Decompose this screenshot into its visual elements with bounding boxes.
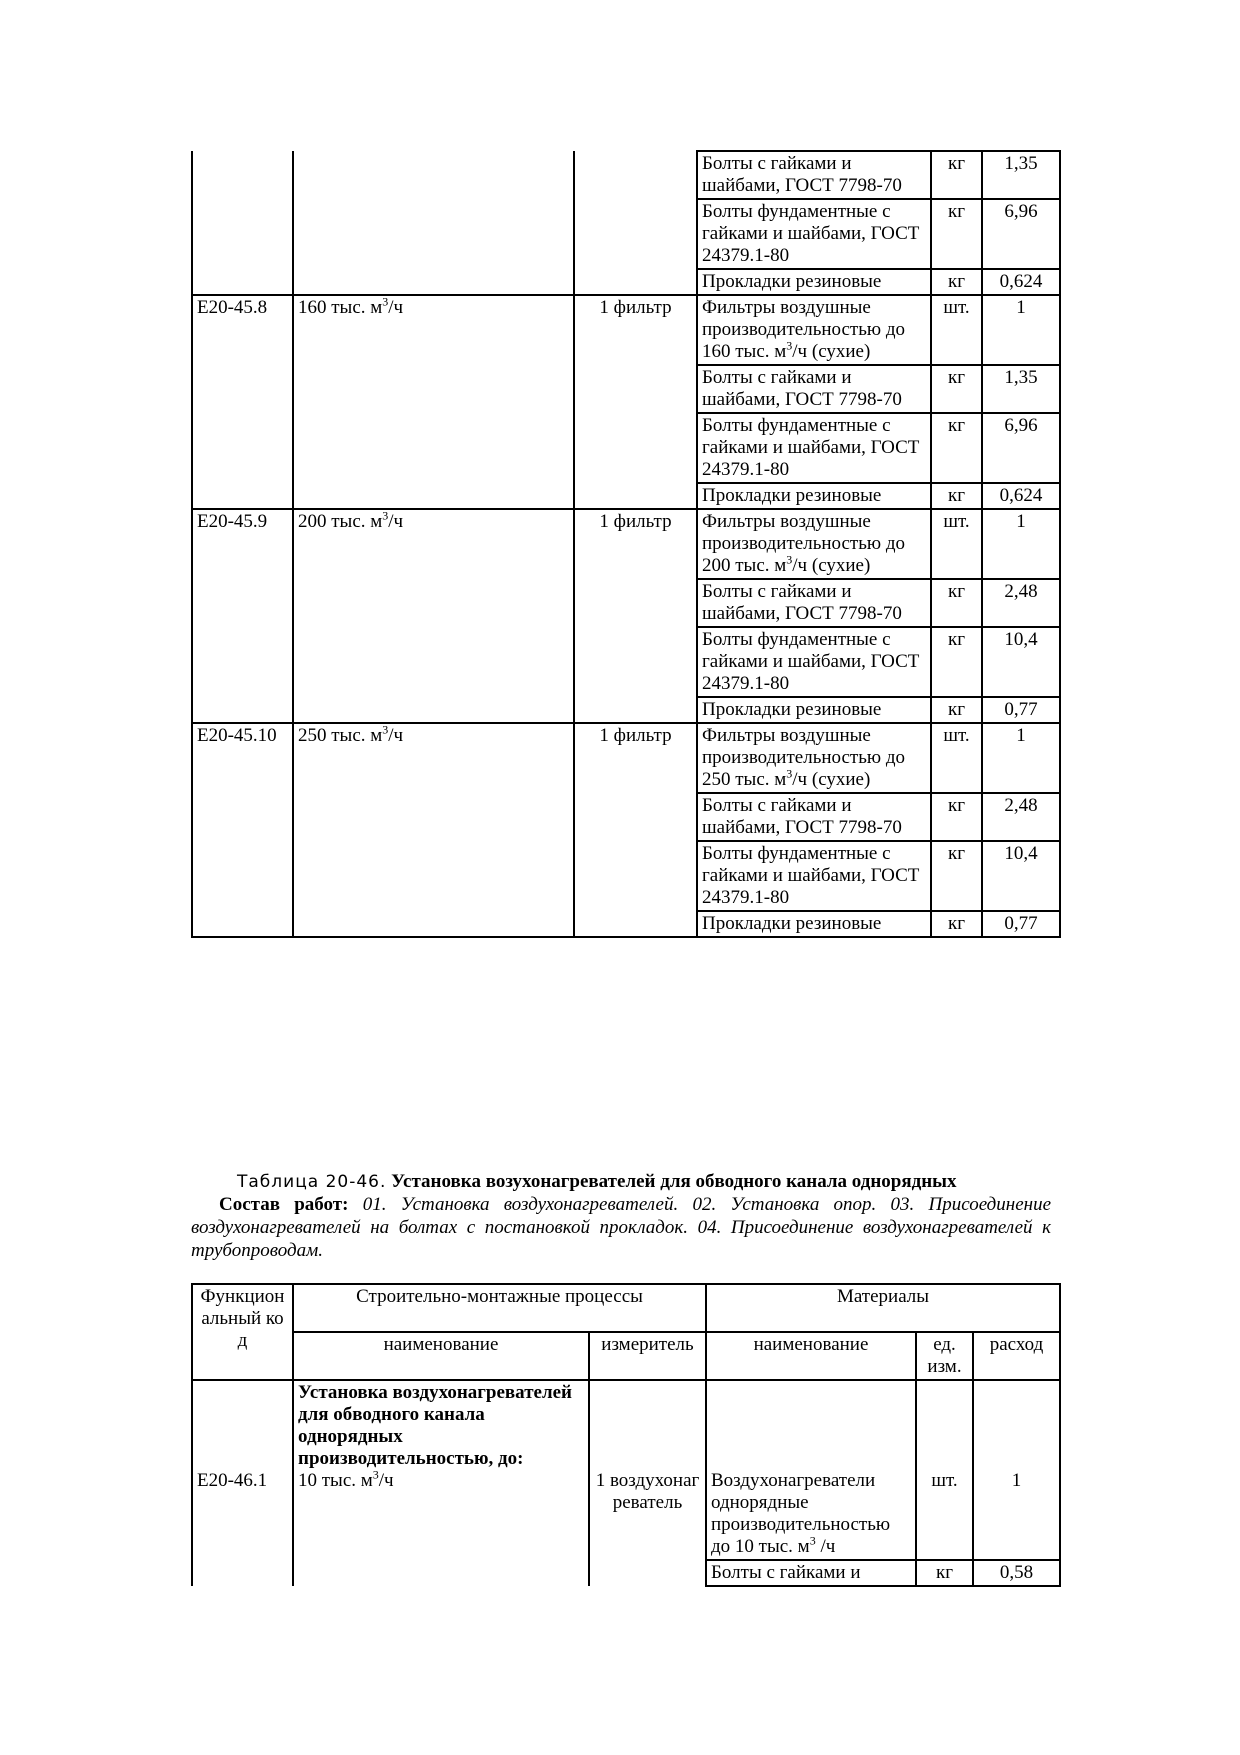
material-cell: Прокладки резиновые — [697, 483, 931, 509]
material-cell: Болты фундаментные с гайками и шайбами, ГОСТ 24379.1-80 — [697, 199, 931, 269]
material-cell: Болты с гайками и — [706, 1560, 916, 1586]
measure-cell — [574, 151, 697, 295]
process-heading: Установка воздухонагревателей для обводного канала однорядных производительностью, до: — [298, 1382, 572, 1469]
unit-cell: кг — [931, 579, 982, 627]
material-cell: Прокладки резиновые — [697, 269, 931, 295]
rate-cell: 1 — [982, 295, 1060, 365]
material-tail: /ч (сухие) — [792, 555, 871, 576]
material-cell: Болты с гайками и шайбами, ГОСТ 7798-70 — [697, 579, 931, 627]
unit-cell: шт. — [931, 295, 982, 365]
rate-cell: 0,77 — [982, 697, 1060, 723]
measure-cell: 1 фильтр — [574, 723, 697, 937]
unit-cell: кг — [931, 483, 982, 509]
superscript: 3 — [382, 508, 389, 523]
rate-cell — [973, 1380, 1060, 1560]
material-cell: Прокладки резиновые — [697, 697, 931, 723]
header-rate: расход — [973, 1332, 1060, 1380]
table-number: Таблица 20-46. — [237, 1172, 387, 1192]
header-name: наименование — [293, 1332, 589, 1380]
materials-table-20-46 — [191, 1283, 1061, 1587]
superscript: 3 — [786, 338, 793, 353]
rate-text: 1 — [1011, 1470, 1022, 1491]
table-title: Установка возухонагревателей для обводного канала однорядных — [391, 1171, 957, 1192]
unit-cell: кг — [931, 199, 982, 269]
rate-cell: 0,624 — [982, 269, 1060, 295]
header-measure: измеритель — [589, 1332, 706, 1380]
unit-cell: шт. — [931, 723, 982, 793]
material-cell: Болты фундаментные с гайками и шайбами, ГОСТ 24379.1-80 — [697, 413, 931, 483]
material-cell — [697, 509, 931, 579]
rate-cell: 1,35 — [982, 365, 1060, 413]
process-tail: /ч — [388, 725, 404, 746]
material-cell: Болты с гайками и шайбами, ГОСТ 7798-70 — [697, 793, 931, 841]
header-material-name: наименование — [706, 1332, 916, 1380]
code-cell: Е20-45.9 — [192, 509, 293, 723]
unit-cell: кг — [931, 697, 982, 723]
superscript: 3 — [382, 722, 389, 737]
rate-cell: 2,48 — [982, 579, 1060, 627]
material-tail: /ч (сухие) — [792, 341, 871, 362]
measure-cell: 1 фильтр — [574, 509, 697, 723]
work-composition-label: Состав работ: — [219, 1194, 349, 1215]
material-cell: Болты фундаментные с гайками и шайбами, ГОСТ 24379.1-80 — [697, 627, 931, 697]
material-text: Фильтры воздушные производительностью до 250 тыс. м — [702, 725, 906, 790]
material-cell: Болты с гайками и шайбами, ГОСТ 7798-70 — [697, 365, 931, 413]
rate-cell: 10,4 — [982, 627, 1060, 697]
superscript: 3 — [786, 552, 793, 567]
code-cell: Е20-45.8 — [192, 295, 293, 509]
material-cell — [697, 723, 931, 793]
rate-cell: 1,35 — [982, 151, 1060, 199]
material-text: Воздухонагреватели однорядные производительностью до 10 тыс. м — [711, 1470, 891, 1557]
process-cell — [293, 1380, 589, 1586]
material-cell: Болты фундаментные с гайками и шайбами, ГОСТ 24379.1-80 — [697, 841, 931, 911]
unit-cell: кг — [931, 365, 982, 413]
code-text: Е20-46.1 — [197, 1470, 268, 1491]
process-tail: /ч — [388, 297, 404, 318]
rate-cell: 6,96 — [982, 199, 1060, 269]
material-cell: Болты с гайками и шайбами, ГОСТ 7798-70 — [697, 151, 931, 199]
unit-cell: кг — [931, 269, 982, 295]
rate-cell: 1 — [982, 723, 1060, 793]
superscript: 3 — [786, 766, 793, 781]
unit-text: шт. — [931, 1470, 958, 1491]
material-text: Фильтры воздушные производительностью до 200 тыс. м — [702, 511, 906, 576]
measure-cell: 1 фильтр — [574, 295, 697, 509]
superscript: 3 — [809, 1533, 816, 1548]
material-text: Фильтры воздушные производительностью до 160 тыс. м — [702, 297, 906, 362]
process-tail: /ч — [378, 1470, 394, 1491]
material-tail: /ч — [815, 1536, 836, 1557]
table-row — [192, 295, 1060, 365]
rate-cell: 1 — [982, 509, 1060, 579]
unit-cell: кг — [931, 793, 982, 841]
process-cell — [293, 151, 574, 295]
table-caption — [191, 1170, 1051, 1194]
superscript: 3 — [372, 1467, 379, 1482]
material-cell — [697, 295, 931, 365]
material-cell: Прокладки резиновые — [697, 911, 931, 937]
table-row — [192, 1380, 1060, 1560]
unit-cell: кг — [931, 911, 982, 937]
code-cell — [192, 1380, 293, 1586]
rate-cell: 0,77 — [982, 911, 1060, 937]
material-tail: /ч (сухие) — [792, 769, 871, 790]
unit-cell — [916, 1380, 973, 1560]
header-code: Функциональный код — [192, 1284, 293, 1380]
table-row — [192, 151, 1060, 199]
header-materials: Материалы — [706, 1284, 1060, 1332]
unit-cell: кг — [931, 413, 982, 483]
table-row — [192, 723, 1060, 793]
process-cell — [293, 509, 574, 723]
measure-text: 1 воздухонагреватель — [595, 1470, 700, 1513]
process-text: 200 тыс. м — [298, 511, 383, 532]
rate-cell: 2,48 — [982, 793, 1060, 841]
measure-cell — [589, 1380, 706, 1586]
unit-cell: шт. — [931, 509, 982, 579]
rate-cell: 0,624 — [982, 483, 1060, 509]
rate-cell: 0,58 — [973, 1560, 1060, 1586]
header-processes: Строительно-монтажные процессы — [293, 1284, 706, 1332]
work-composition-text: 01. Установка воздухонагревателей. 02. Установка опор. 03. Присоединение воздухонагревателей на болтах с постановкой прокладок. 04. Присоединение воздухонагревателей к трубопроводам. — [191, 1194, 1051, 1261]
process-text: 160 тыс. м — [298, 297, 383, 318]
process-text: 10 тыс. м — [298, 1470, 373, 1491]
code-cell: Е20-45.10 — [192, 723, 293, 937]
unit-cell: кг — [931, 627, 982, 697]
unit-cell: кг — [916, 1560, 973, 1586]
superscript: 3 — [382, 294, 389, 309]
table-row — [192, 509, 1060, 579]
process-tail: /ч — [388, 511, 404, 532]
process-cell — [293, 295, 574, 509]
materials-table-continued — [191, 150, 1061, 938]
code-cell — [192, 151, 293, 295]
unit-cell: кг — [931, 151, 982, 199]
rate-cell: 10,4 — [982, 841, 1060, 911]
work-composition — [191, 1193, 1051, 1262]
material-cell — [706, 1380, 916, 1560]
header-row — [192, 1284, 1060, 1332]
rate-cell: 6,96 — [982, 413, 1060, 483]
header-row — [192, 1332, 1060, 1380]
process-cell — [293, 723, 574, 937]
header-unit: ед. изм. — [916, 1332, 973, 1380]
process-text: 250 тыс. м — [298, 725, 383, 746]
unit-cell: кг — [931, 841, 982, 911]
